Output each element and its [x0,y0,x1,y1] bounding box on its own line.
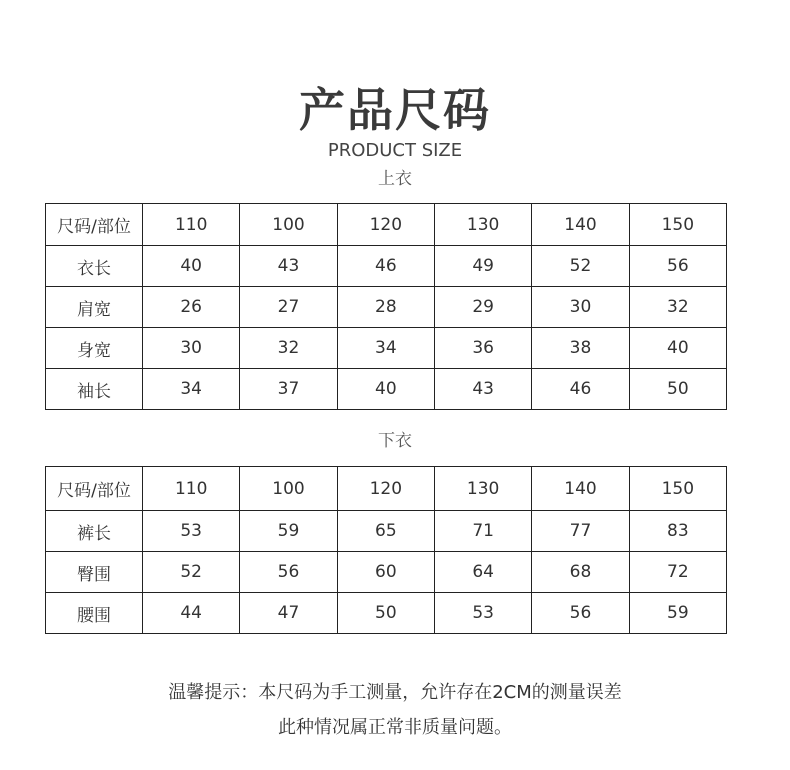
value-cell: 43 [240,246,337,287]
value-cell: 38 [532,328,629,369]
size-header-cell: 100 [240,204,337,246]
row-label-cell: 臀围 [46,552,143,593]
value-cell: 30 [143,328,240,369]
size-header-cell: 150 [629,467,726,511]
value-cell: 37 [240,369,337,410]
value-cell: 29 [434,287,531,328]
value-cell: 56 [629,246,726,287]
value-cell: 56 [240,552,337,593]
row-label-cell: 腰围 [46,593,143,634]
table-header-row [46,467,727,511]
table-row [46,328,727,369]
row-label-cell: 衣长 [46,246,143,287]
value-cell: 47 [240,593,337,634]
size-header-cell: 130 [434,204,531,246]
value-cell: 71 [434,511,531,552]
header-corner-cell: 尺码/部位 [46,467,143,511]
header-corner-cell: 尺码/部位 [46,204,143,246]
value-cell: 26 [143,287,240,328]
page-subtitle: PRODUCT SIZE [327,140,463,161]
value-cell: 53 [143,511,240,552]
value-cell: 32 [629,287,726,328]
bottom-size-table-body [46,467,727,634]
top-section-label: 上衣 [378,169,412,189]
table-row [46,369,727,410]
value-cell: 50 [337,593,434,634]
bottom-section-label: 下衣 [378,431,412,451]
top-size-table-body [46,204,727,410]
table-row [46,287,727,328]
value-cell: 46 [337,246,434,287]
size-header-cell: 140 [532,467,629,511]
row-label-cell: 袖长 [46,369,143,410]
value-cell: 32 [240,328,337,369]
value-cell: 30 [532,287,629,328]
value-cell: 56 [532,593,629,634]
value-cell: 44 [143,593,240,634]
value-cell: 72 [629,552,726,593]
top-size-table [45,203,727,410]
table-row [46,246,727,287]
value-cell: 40 [629,328,726,369]
value-cell: 43 [434,369,531,410]
value-cell: 36 [434,328,531,369]
page-title: 产品尺码 [299,83,491,137]
table-row [46,511,727,552]
value-cell: 83 [629,511,726,552]
size-header-cell: 140 [532,204,629,246]
value-cell: 53 [434,593,531,634]
size-header-cell: 110 [143,204,240,246]
note-line-1: 温馨提示：本尺码为手工测量，允许存在2CM的测量误差 [168,682,622,703]
value-cell: 68 [532,552,629,593]
row-label-cell: 身宽 [46,328,143,369]
value-cell: 52 [143,552,240,593]
size-header-cell: 100 [240,467,337,511]
row-label-cell: 裤长 [46,511,143,552]
value-cell: 59 [629,593,726,634]
value-cell: 34 [337,328,434,369]
value-cell: 40 [337,369,434,410]
value-cell: 59 [240,511,337,552]
table-header-row [46,204,727,246]
row-label-cell: 肩宽 [46,287,143,328]
value-cell: 52 [532,246,629,287]
value-cell: 77 [532,511,629,552]
size-header-cell: 150 [629,204,726,246]
value-cell: 46 [532,369,629,410]
value-cell: 64 [434,552,531,593]
value-cell: 65 [337,511,434,552]
value-cell: 60 [337,552,434,593]
size-header-cell: 110 [143,467,240,511]
table-row [46,552,727,593]
value-cell: 49 [434,246,531,287]
size-header-cell: 130 [434,467,531,511]
value-cell: 40 [143,246,240,287]
value-cell: 34 [143,369,240,410]
size-header-cell: 120 [337,467,434,511]
value-cell: 28 [337,287,434,328]
size-header-cell: 120 [337,204,434,246]
table-row [46,593,727,634]
note-line-2: 此种情况属正常非质量问题。 [278,717,512,738]
bottom-size-table [45,466,727,634]
value-cell: 50 [629,369,726,410]
value-cell: 27 [240,287,337,328]
